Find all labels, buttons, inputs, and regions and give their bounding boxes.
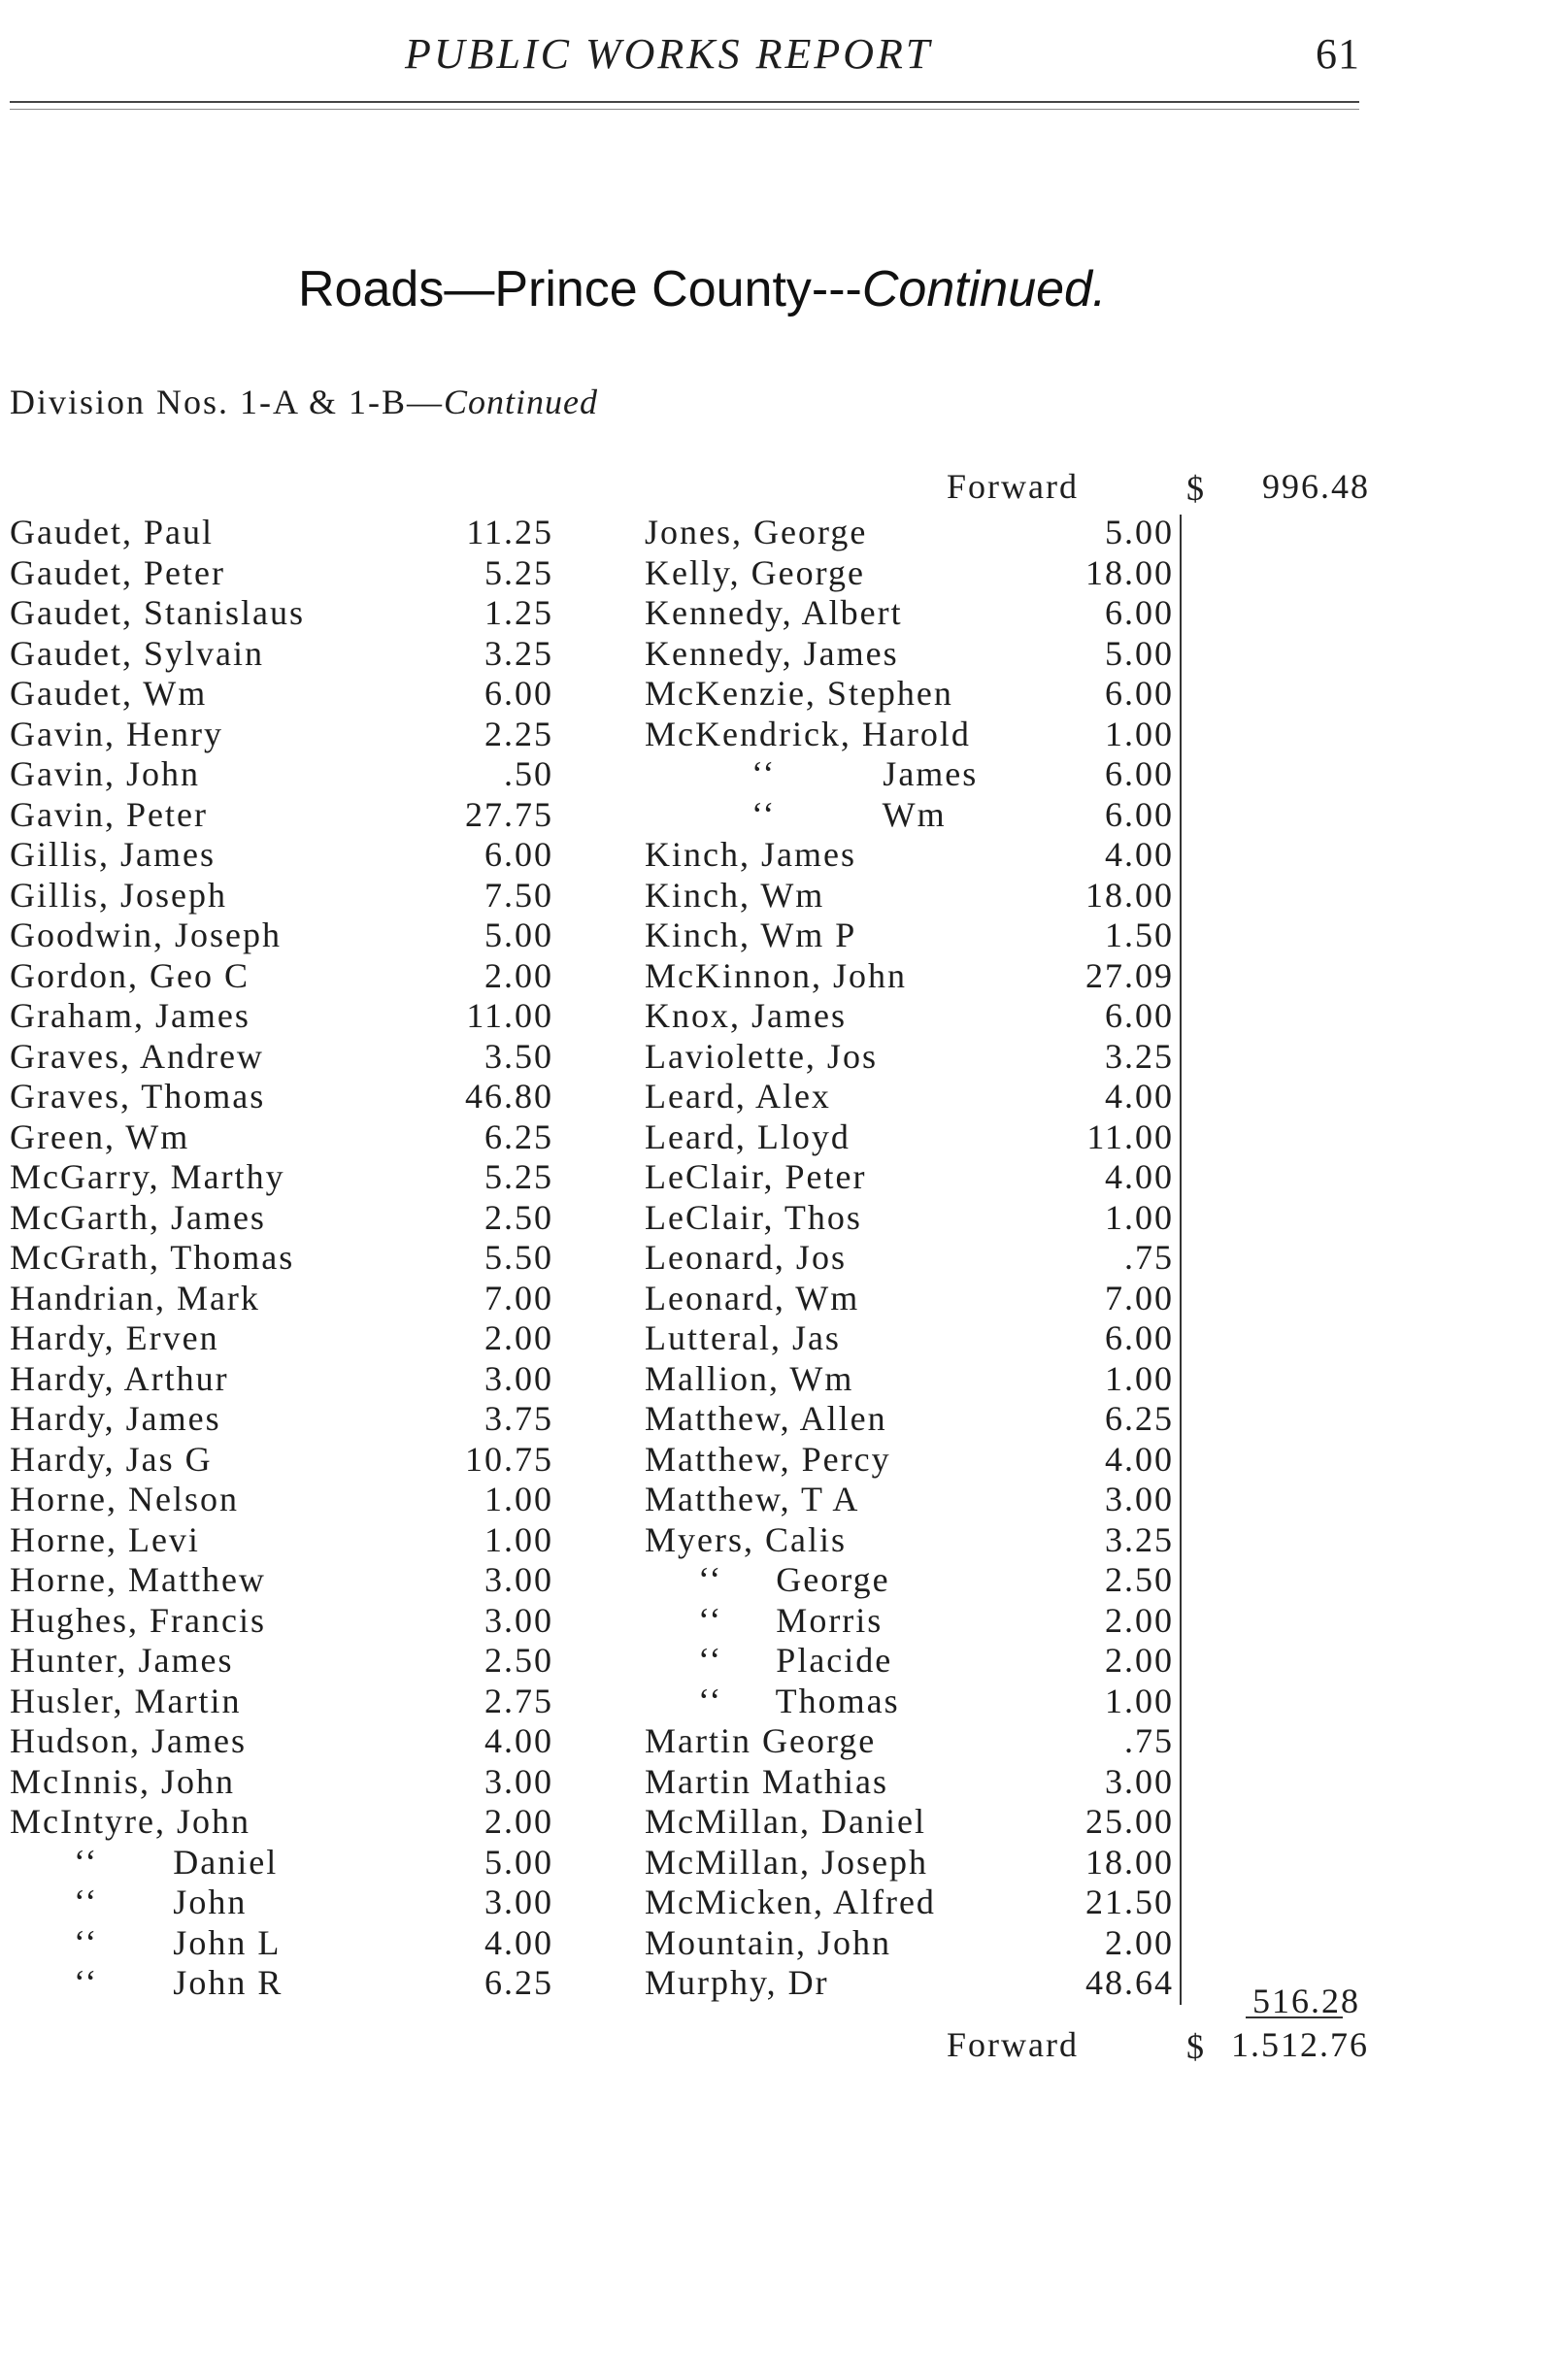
- entry-row: [10, 916, 553, 956]
- forward-out-amount: 1.512.76: [1231, 2025, 1369, 2064]
- entry-amount: 6.25: [1105, 1399, 1174, 1438]
- page-number: 61: [1316, 30, 1360, 78]
- entry-amount: 2.50: [1105, 1560, 1174, 1599]
- division-continued: Continued: [444, 383, 599, 421]
- entry-name: Gavin, Henry: [10, 714, 223, 753]
- entry-row: [645, 553, 1174, 594]
- entry-amount: 2.00: [1105, 1600, 1174, 1640]
- entry-name: ‘‘ Placide: [645, 1641, 893, 1680]
- entry-row: [645, 1883, 1174, 1923]
- entry-name: Gavin, John: [10, 754, 200, 793]
- entry-name: Gillis, James: [10, 835, 216, 874]
- entry-amount: 7.00: [484, 1278, 553, 1317]
- entry-row: [10, 1117, 553, 1158]
- division-heading: [10, 382, 598, 422]
- entry-name: Matthew, T A: [645, 1480, 860, 1518]
- entry-amount: 5.00: [1105, 633, 1174, 673]
- forward-in-currency: $: [1186, 469, 1204, 508]
- entry-amount: 2.00: [1105, 1641, 1174, 1680]
- entry-row: [645, 835, 1174, 876]
- entry-amount: 2.50: [484, 1641, 553, 1680]
- entry-row: [10, 1279, 553, 1319]
- entry-amount: 7.50: [484, 875, 553, 915]
- entry-row: [645, 1682, 1174, 1722]
- entry-name: Horne, Levi: [10, 1519, 200, 1559]
- entry-name: ‘‘ John: [10, 1883, 248, 1921]
- entry-amount: 4.00: [484, 1721, 553, 1760]
- entry-row: [645, 795, 1174, 836]
- entry-name: Matthew, Allen: [645, 1399, 887, 1438]
- entry-row: [645, 1802, 1174, 1843]
- entry-row: [645, 1480, 1174, 1520]
- entry-amount: 3.00: [484, 1358, 553, 1398]
- entry-name: Hardy, Erven: [10, 1318, 219, 1357]
- entry-amount: 1.00: [1105, 714, 1174, 753]
- running-title: PUBLIC WORKS REPORT: [405, 30, 933, 78]
- entry-row: [10, 1802, 553, 1843]
- entry-name: Mallion, Wm: [645, 1358, 854, 1398]
- entry-amount: 11.00: [1086, 1116, 1174, 1156]
- entry-name: Hardy, James: [10, 1399, 221, 1438]
- entry-row: [10, 1238, 553, 1279]
- entry-amount: 6.00: [484, 674, 553, 713]
- entry-row: [645, 1843, 1174, 1883]
- entry-name: Matthew, Percy: [645, 1439, 891, 1479]
- entry-row: [645, 1601, 1174, 1642]
- entry-name: Laviolette, Jos: [645, 1036, 878, 1076]
- entry-name: Graves, Thomas: [10, 1077, 266, 1116]
- entry-name: McKinnon, John: [645, 955, 907, 995]
- entry-row: [645, 1198, 1174, 1239]
- entry-name: Murphy, Dr: [645, 1963, 829, 2002]
- entry-amount: 6.00: [1105, 593, 1174, 632]
- entry-row: [645, 876, 1174, 916]
- entry-row: [645, 1359, 1174, 1400]
- entry-row: [645, 1037, 1174, 1078]
- entry-amount: 3.00: [484, 1883, 553, 1921]
- entry-name: McKendrick, Harold: [645, 714, 971, 753]
- entry-name: Lutteral, Jas: [645, 1318, 841, 1357]
- left-entries: [10, 513, 553, 2004]
- entry-amount: 2.00: [484, 955, 553, 995]
- entry-row: [645, 593, 1174, 634]
- entry-name: McMicken, Alfred: [645, 1883, 936, 1921]
- entry-amount: 2.75: [484, 1681, 553, 1720]
- entry-name: Martin Mathias: [645, 1761, 888, 1801]
- entry-name: Kinch, Wm P: [645, 916, 857, 954]
- entry-row: [645, 916, 1174, 956]
- entry-name: Gavin, Peter: [10, 794, 208, 834]
- entry-amount: 3.50: [484, 1036, 553, 1076]
- entry-name: Mountain, John: [645, 1922, 892, 1962]
- entry-row: [645, 1440, 1174, 1481]
- entry-row: [10, 876, 553, 916]
- entry-amount: 1.50: [1105, 916, 1174, 954]
- entry-name: LeClair, Peter: [645, 1157, 867, 1196]
- entry-row: [10, 1762, 553, 1803]
- entry-row: [10, 1440, 553, 1481]
- entry-name: ‘‘ Daniel: [10, 1842, 279, 1882]
- entry-name: Kinch, James: [645, 835, 856, 874]
- entry-amount: 2.00: [1105, 1922, 1174, 1962]
- entry-name: McMillan, Joseph: [645, 1842, 928, 1882]
- entry-row: [645, 1279, 1174, 1319]
- entry-name: Kinch, Wm: [645, 875, 825, 915]
- entry-amount: 5.25: [484, 552, 553, 592]
- entry-amount: 4.00: [1105, 1077, 1174, 1116]
- entry-amount: 6.25: [484, 1116, 553, 1156]
- entry-amount: 3.00: [1105, 1480, 1174, 1518]
- entry-amount: 5.00: [484, 916, 553, 954]
- entry-row: [10, 1399, 553, 1440]
- entry-row: [10, 1721, 553, 1762]
- entry-amount: 18.00: [1085, 1842, 1174, 1882]
- entry-amount: 4.00: [1105, 1439, 1174, 1479]
- entry-row: [645, 634, 1174, 675]
- entry-name: ‘‘ John R: [10, 1963, 284, 2002]
- entry-name: Leonard, Jos: [645, 1238, 847, 1277]
- entry-name: Kelly, George: [645, 552, 865, 592]
- entry-row: [10, 674, 553, 715]
- entry-row: [10, 754, 553, 795]
- entry-name: Leonard, Wm: [645, 1278, 860, 1317]
- entry-amount: 27.09: [1085, 955, 1174, 995]
- entry-amount: 10.75: [465, 1439, 553, 1479]
- entry-amount: 3.00: [484, 1761, 553, 1801]
- entry-row: [645, 674, 1174, 715]
- entry-amount: .50: [504, 754, 553, 793]
- entry-amount: 5.25: [484, 1157, 553, 1196]
- entry-amount: 1.00: [1105, 1197, 1174, 1237]
- entry-row: [645, 1560, 1174, 1601]
- entry-amount: 3.25: [1105, 1036, 1174, 1076]
- entry-name: Leard, Lloyd: [645, 1116, 851, 1156]
- entry-row: [645, 513, 1174, 553]
- header-rule-thin: [10, 109, 1359, 110]
- entry-amount: 6.00: [1105, 754, 1174, 793]
- entry-name: McKenzie, Stephen: [645, 674, 953, 713]
- entry-row: [10, 1560, 553, 1601]
- entry-name: ‘‘ Wm: [645, 794, 947, 834]
- entry-row: [645, 1117, 1174, 1158]
- entry-row: [645, 1923, 1174, 1964]
- entry-row: [10, 1480, 553, 1520]
- entry-name: LeClair, Thos: [645, 1197, 862, 1237]
- entry-name: Gaudet, Paul: [10, 513, 214, 551]
- entry-amount: 3.00: [1105, 1761, 1174, 1801]
- entry-name: Myers, Calis: [645, 1519, 847, 1559]
- entry-amount: 6.25: [484, 1963, 553, 2002]
- entry-row: [10, 1359, 553, 1400]
- entry-amount: 2.00: [484, 1802, 553, 1841]
- entry-name: Knox, James: [645, 996, 847, 1035]
- entry-name: Goodwin, Joseph: [10, 916, 282, 954]
- entry-name: ‘‘ James: [645, 754, 979, 793]
- entry-name: Handrian, Mark: [10, 1278, 260, 1317]
- total-rule: [1246, 2016, 1343, 2018]
- entry-row: [10, 956, 553, 997]
- entry-row: [10, 996, 553, 1037]
- entry-name: Hughes, Francis: [10, 1600, 266, 1640]
- entry-name: Leard, Alex: [645, 1077, 831, 1116]
- entry-row: [645, 754, 1174, 795]
- entry-amount: 4.00: [1105, 835, 1174, 874]
- entry-name: Hardy, Jas G: [10, 1439, 213, 1479]
- entry-name: McGrath, Thomas: [10, 1238, 295, 1277]
- entry-row: [10, 513, 553, 553]
- right-entries: [645, 513, 1174, 2004]
- entry-amount: 3.75: [484, 1399, 553, 1438]
- entry-name: Jones, George: [645, 513, 868, 551]
- entry-amount: 1.00: [1105, 1358, 1174, 1398]
- entry-row: [10, 1843, 553, 1883]
- entry-row: [10, 634, 553, 675]
- entry-name: McGarth, James: [10, 1197, 266, 1237]
- entry-name: ‘‘ Morris: [645, 1600, 884, 1640]
- entry-row: [645, 1318, 1174, 1359]
- entry-row: [645, 956, 1174, 997]
- entry-name: Gaudet, Stanislaus: [10, 593, 305, 632]
- entry-name: Gaudet, Sylvain: [10, 633, 264, 673]
- entry-name: Husler, Martin: [10, 1681, 242, 1720]
- entry-row: [10, 1883, 553, 1923]
- entry-name: ‘‘ John L: [10, 1922, 282, 1962]
- entry-amount: .75: [1124, 1238, 1174, 1277]
- entry-row: [10, 1682, 553, 1722]
- entry-row: [645, 715, 1174, 755]
- entry-amount: 48.64: [1085, 1963, 1174, 2002]
- entry-name: McInnis, John: [10, 1761, 235, 1801]
- entry-row: [10, 1037, 553, 1078]
- division-label: Division Nos. 1-A & 1-B—: [10, 383, 445, 421]
- entry-row: [10, 553, 553, 594]
- header-rule: [10, 101, 1359, 103]
- entry-name: Gordon, Geo C: [10, 955, 250, 995]
- entry-row: [10, 1318, 553, 1359]
- entry-row: [645, 996, 1174, 1037]
- entry-amount: 2.25: [484, 714, 553, 753]
- entry-name: Gaudet, Wm: [10, 674, 208, 713]
- column-rule: [1180, 515, 1182, 2005]
- entry-amount: 2.50: [484, 1197, 553, 1237]
- entry-name: Gillis, Joseph: [10, 875, 228, 915]
- entry-amount: 3.25: [1105, 1519, 1174, 1559]
- entry-name: Graham, James: [10, 996, 250, 1035]
- entry-row: [10, 835, 553, 876]
- entry-name: Graves, Andrew: [10, 1036, 264, 1076]
- entry-amount: 27.75: [465, 794, 553, 834]
- forward-in-label: Forward: [947, 467, 1079, 506]
- entry-name: Horne, Nelson: [10, 1480, 239, 1518]
- entry-name: McMillan, Daniel: [645, 1802, 926, 1841]
- entry-amount: 3.00: [484, 1560, 553, 1599]
- entry-amount: 46.80: [465, 1077, 553, 1116]
- entry-name: McIntyre, John: [10, 1802, 250, 1841]
- entry-row: [645, 1157, 1174, 1198]
- entry-row: [10, 1923, 553, 1964]
- entry-name: Hardy, Arthur: [10, 1358, 229, 1398]
- entry-row: [645, 1520, 1174, 1561]
- entry-row: [10, 715, 553, 755]
- entry-row: [645, 1399, 1174, 1440]
- entry-row: [10, 1601, 553, 1642]
- entry-amount: 18.00: [1085, 875, 1174, 915]
- entry-name: ‘‘ Thomas: [645, 1681, 900, 1720]
- forward-out-currency: $: [1186, 2027, 1204, 2066]
- entry-row: [645, 1077, 1174, 1117]
- entry-amount: 6.00: [1105, 1318, 1174, 1357]
- entry-name: Kennedy, James: [645, 633, 899, 673]
- entry-row: [645, 1721, 1174, 1762]
- entry-amount: 18.00: [1085, 552, 1174, 592]
- page-total: 516.28: [1252, 1982, 1360, 2020]
- entry-amount: 4.00: [484, 1922, 553, 1962]
- entry-amount: 3.25: [484, 633, 553, 673]
- entry-row: [10, 1157, 553, 1198]
- section-title-main: Roads—Prince County---: [298, 261, 862, 317]
- entry-amount: 11.00: [466, 996, 553, 1035]
- entry-row: [10, 1198, 553, 1239]
- entry-name: Horne, Matthew: [10, 1560, 266, 1599]
- section-title-continued: Continued.: [861, 261, 1107, 317]
- entry-row: [645, 1963, 1174, 2004]
- entry-row: [645, 1641, 1174, 1682]
- entry-row: [645, 1762, 1174, 1803]
- entry-row: [645, 1238, 1174, 1279]
- entry-amount: 25.00: [1085, 1802, 1174, 1841]
- entry-amount: 1.25: [484, 593, 553, 632]
- entry-amount: 5.00: [1105, 513, 1174, 551]
- entry-amount: 5.00: [484, 1842, 553, 1882]
- entry-name: McGarry, Marthy: [10, 1157, 285, 1196]
- entry-row: [10, 593, 553, 634]
- entry-amount: 21.50: [1085, 1883, 1174, 1921]
- entry-amount: 6.00: [1105, 674, 1174, 713]
- entry-amount: 6.00: [1105, 794, 1174, 834]
- entry-row: [10, 795, 553, 836]
- entry-name: Gaudet, Peter: [10, 552, 225, 592]
- entry-name: ‘‘ George: [645, 1560, 890, 1599]
- entry-row: [10, 1077, 553, 1117]
- entry-amount: 6.00: [1105, 996, 1174, 1035]
- entry-amount: 7.00: [1105, 1278, 1174, 1317]
- forward-in-amount: 996.48: [1262, 467, 1370, 506]
- entry-row: [10, 1520, 553, 1561]
- entry-amount: 1.00: [1105, 1681, 1174, 1720]
- entry-amount: 4.00: [1105, 1157, 1174, 1196]
- entry-amount: 1.00: [484, 1480, 553, 1518]
- entry-row: [10, 1641, 553, 1682]
- entry-name: Hunter, James: [10, 1641, 234, 1680]
- section-title: [298, 260, 1106, 318]
- entry-amount: 1.00: [484, 1519, 553, 1559]
- entry-name: Kennedy, Albert: [645, 593, 903, 632]
- entry-amount: 5.50: [484, 1238, 553, 1277]
- entry-row: [10, 1963, 553, 2004]
- entry-amount: 2.00: [484, 1318, 553, 1357]
- forward-out-label: Forward: [947, 2025, 1079, 2064]
- entry-amount: .75: [1124, 1721, 1174, 1760]
- entry-name: Martin George: [645, 1721, 877, 1760]
- entry-amount: 6.00: [484, 835, 553, 874]
- entry-name: Green, Wm: [10, 1116, 190, 1156]
- entry-name: Hudson, James: [10, 1721, 247, 1760]
- entry-amount: 11.25: [466, 513, 553, 551]
- entry-amount: 3.00: [484, 1600, 553, 1640]
